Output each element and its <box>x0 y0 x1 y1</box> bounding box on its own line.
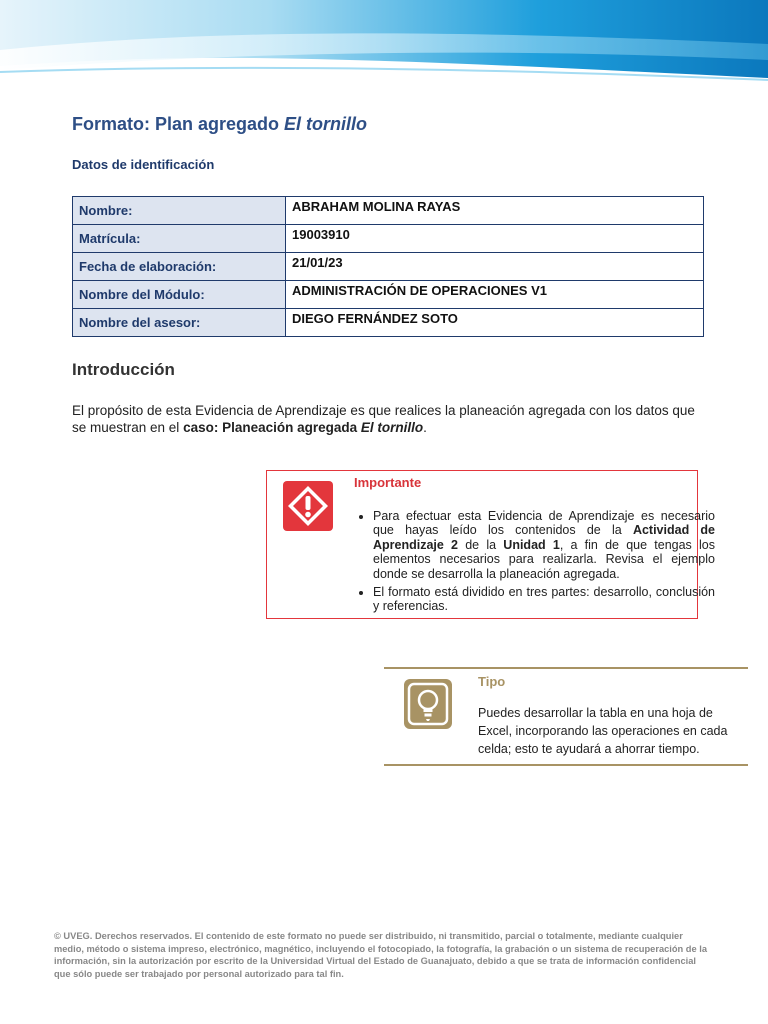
table-row <box>73 253 704 281</box>
bullet-text: El formato está dividido en tres partes: desarrollo, conclusión y referencias. <box>373 585 715 614</box>
row-value: ADMINISTRACIÓN DE OPERACIONES V1 <box>286 281 704 309</box>
row-value: ABRAHAM MOLINA RAYAS <box>286 197 704 225</box>
warning-diamond-icon <box>283 481 333 536</box>
lightbulb-icon <box>404 679 452 734</box>
tip-heading: Tipo <box>478 674 506 689</box>
row-label: Nombre: <box>73 197 286 225</box>
intro-heading: Introducción <box>72 360 175 379</box>
table-row <box>73 309 704 337</box>
row-value: 19003910 <box>286 225 704 253</box>
document-title <box>72 114 367 135</box>
header-banner <box>0 0 768 96</box>
table-row <box>73 225 704 253</box>
intro-text-end: . <box>423 420 427 435</box>
row-value: DIEGO FERNÁNDEZ SOTO <box>286 309 704 337</box>
table-row <box>73 281 704 309</box>
intro-italic: El tornillo <box>360 420 424 435</box>
important-heading: Importante <box>354 475 422 490</box>
bullet-text: Para efectuar esta Evidencia de Aprendizaje es necesario que hayas leído los contenidos de la <box>373 509 715 538</box>
bullet-text: , a fin de que tengas los elementos necesarios para realizarla. Revisa el ejemplo donde se desarrolla la planeación agregada. <box>373 537 715 581</box>
row-label: Nombre del Módulo: <box>73 281 286 309</box>
row-label: Matrícula: <box>73 225 286 253</box>
section-subtitle: Datos de identificación <box>72 157 215 172</box>
list-item <box>373 585 715 614</box>
copyright-footer: © UVEG. Derechos reservados. El contenido de este formato no puede ser distribuido, ni transmitido, parcial o totalmente, mediante cualquier medio, método o sistema impreso, electrónico, magnético, incluyendo el fotocopiado, la fotografía, la grabación o un sistema de recuperación de la información, sin la autorización por escrito de la Universidad Virtual del Estado de Guanajuato, debido a que se trata de información confidencial que sólo puede ser trabajado por personal autorizado para tal fin. <box>54 931 707 979</box>
row-value: 21/01/23 <box>286 253 704 281</box>
bullet-text: de la <box>458 537 504 552</box>
tip-callout <box>384 667 748 766</box>
intro-paragraph <box>72 402 704 436</box>
important-callout <box>266 470 716 619</box>
identification-table <box>72 196 704 337</box>
bullet-bold: Actividad de Aprendizaje 2 <box>373 523 716 552</box>
tip-text: Puedes desarrollar la tabla en una hoja de Excel, incorporando las operaciones en cada celda; esto te ayudará a ahorrar tiempo. <box>478 706 728 756</box>
title-italic: El tornillo <box>284 114 368 134</box>
row-label: Fecha de elaboración: <box>73 253 286 281</box>
row-label: Nombre del asesor: <box>73 309 286 337</box>
title-prefix: Formato: Plan agregado <box>72 114 285 134</box>
intro-text: El propósito de esta Evidencia de Aprendizaje es que realices la planeación agregada con los datos que se muestran en el <box>72 403 695 435</box>
intro-bold: caso: Planeación agregada <box>183 420 361 435</box>
important-list <box>352 509 715 618</box>
table-row <box>73 197 704 225</box>
bullet-bold: Unidad 1 <box>503 537 560 552</box>
list-item <box>373 509 715 581</box>
